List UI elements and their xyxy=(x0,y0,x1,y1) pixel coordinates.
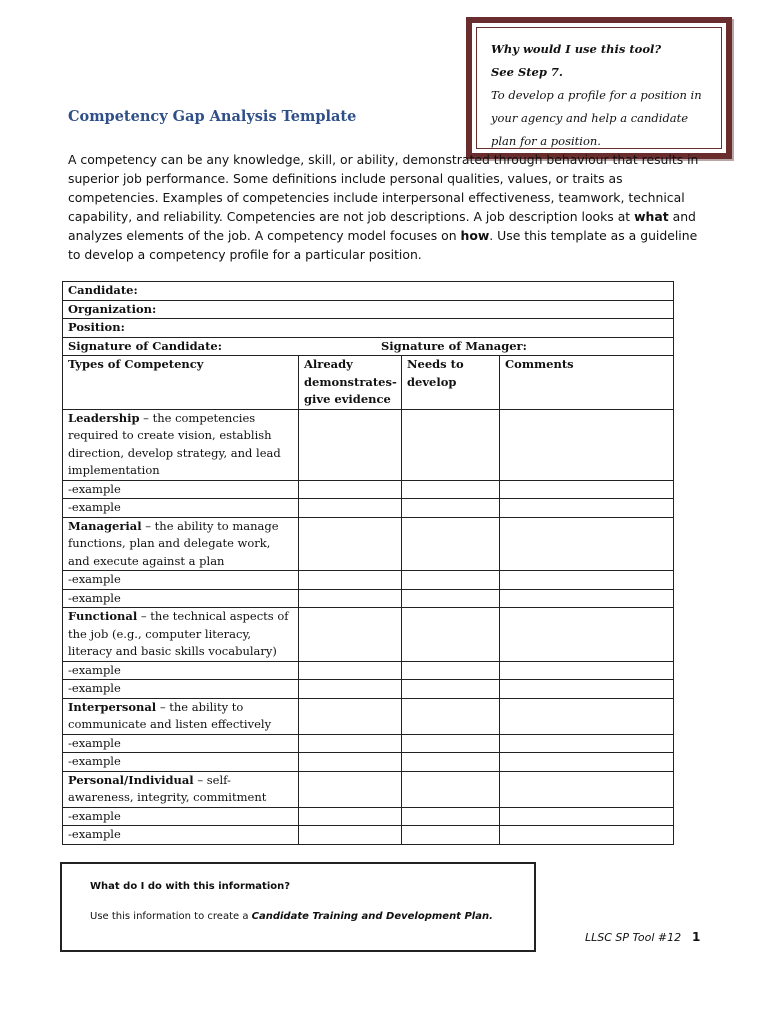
cell-comments[interactable] xyxy=(500,680,674,699)
intro-text-1: A competency can be any knowledge, skill, or ability, demonstrated through behaviour that results in superior job performance. Some definitions include personal qualities, values, or traits as competencies. Examples of competencies include interpersonal effectiveness, teamwork, technical capability, and reliability. Competencies are not job descriptions. A job description looks at xyxy=(68,152,699,224)
intro-text-2: and analyzes elements of the job. A competency model focuses on xyxy=(68,209,696,243)
cell-already[interactable] xyxy=(299,680,402,699)
cell-needs[interactable] xyxy=(402,771,500,807)
cell-needs[interactable] xyxy=(402,409,500,480)
cell-needs[interactable] xyxy=(402,608,500,662)
cell-needs[interactable] xyxy=(402,571,500,590)
example-row: -example xyxy=(63,571,299,590)
intro-emph-what: what xyxy=(634,209,669,224)
cell-comments[interactable] xyxy=(500,807,674,826)
cell-comments[interactable] xyxy=(500,608,674,662)
competency-name: Functional xyxy=(68,609,138,623)
signature-candidate-label: Signature of Candidate: xyxy=(68,338,222,353)
example-row: -example xyxy=(63,826,299,845)
example-row: -example xyxy=(63,680,299,699)
competency-functional xyxy=(63,608,299,662)
info-answer-emph: Candidate Training and Development Plan. xyxy=(251,911,493,922)
competency-managerial xyxy=(63,517,299,571)
cell-already[interactable] xyxy=(299,589,402,608)
info-question: What do I do with this information? xyxy=(90,881,291,892)
competency-desc: – the competencies required to create vision, establish direction, develop strategy, and lead implementation xyxy=(68,410,281,477)
cell-already[interactable] xyxy=(299,517,402,571)
page-number: 1 xyxy=(692,930,701,944)
cell-comments[interactable] xyxy=(500,589,674,608)
callout-content xyxy=(476,27,722,149)
example-row: -example xyxy=(63,807,299,826)
intro-text-3: . Use this template as a guideline to develop a competency profile for a particular position. xyxy=(68,228,698,262)
cell-needs[interactable] xyxy=(402,753,500,772)
cell-needs[interactable] xyxy=(402,680,500,699)
cell-comments[interactable] xyxy=(500,571,674,590)
competency-desc: – the ability to communicate and listen effectively xyxy=(68,699,272,731)
callout-box xyxy=(466,17,732,159)
cell-already[interactable] xyxy=(299,771,402,807)
candidate-field[interactable]: Candidate: xyxy=(63,282,674,301)
cell-needs[interactable] xyxy=(402,826,500,845)
example-row: -example xyxy=(63,589,299,608)
intro-emph-how: how xyxy=(460,228,490,243)
signature-row[interactable] xyxy=(63,337,674,356)
example-row: -example xyxy=(63,753,299,772)
competency-desc: – the technical aspects of the job (e.g., computer literacy, literacy and basic skills vocabulary) xyxy=(68,609,289,658)
example-row: -example xyxy=(63,499,299,518)
cell-already[interactable] xyxy=(299,499,402,518)
competency-interpersonal xyxy=(63,698,299,734)
cell-already[interactable] xyxy=(299,753,402,772)
cell-already[interactable] xyxy=(299,571,402,590)
signature-manager-label: Signature of Manager: xyxy=(381,338,527,353)
callout-body: To develop a profile for a position in your agency and help a candidate plan for a position. xyxy=(491,88,702,148)
competency-name: Interpersonal xyxy=(68,699,157,714)
header-needs: Needs to develop xyxy=(402,356,500,410)
header-types: Types of Competency xyxy=(63,356,299,410)
cell-already[interactable] xyxy=(299,608,402,662)
cell-already[interactable] xyxy=(299,661,402,680)
cell-needs[interactable] xyxy=(402,661,500,680)
cell-already[interactable] xyxy=(299,826,402,845)
cell-needs[interactable] xyxy=(402,698,500,734)
organization-field[interactable]: Organization: xyxy=(63,300,674,319)
callout-question: Why would I use this tool? xyxy=(491,42,662,56)
example-row: -example xyxy=(63,480,299,499)
cell-comments[interactable] xyxy=(500,517,674,571)
example-row: -example xyxy=(63,734,299,753)
cell-needs[interactable] xyxy=(402,734,500,753)
header-already: Already demonstrates- give evidence xyxy=(299,356,402,410)
competency-leadership xyxy=(63,409,299,480)
cell-comments[interactable] xyxy=(500,661,674,680)
cell-needs[interactable] xyxy=(402,517,500,571)
cell-comments[interactable] xyxy=(500,698,674,734)
competency-table xyxy=(62,281,674,845)
cell-needs[interactable] xyxy=(402,589,500,608)
competency-name: Personal/Individual xyxy=(68,772,194,787)
cell-needs[interactable] xyxy=(402,807,500,826)
intro-paragraph xyxy=(68,150,708,264)
info-answer-prefix: Use this information to create a xyxy=(90,911,252,922)
cell-comments[interactable] xyxy=(500,409,674,480)
info-answer xyxy=(90,911,493,922)
competency-name: Managerial xyxy=(68,518,142,533)
footer-tool-label: LLSC SP Tool #12 xyxy=(585,931,682,944)
cell-already[interactable] xyxy=(299,409,402,480)
position-field[interactable]: Position: xyxy=(63,319,674,338)
cell-already[interactable] xyxy=(299,480,402,499)
cell-comments[interactable] xyxy=(500,734,674,753)
cell-comments[interactable] xyxy=(500,480,674,499)
cell-needs[interactable] xyxy=(402,499,500,518)
cell-already[interactable] xyxy=(299,698,402,734)
cell-already[interactable] xyxy=(299,734,402,753)
callout-step: See Step 7. xyxy=(491,65,563,79)
cell-comments[interactable] xyxy=(500,826,674,845)
header-comments: Comments xyxy=(500,356,674,410)
cell-comments[interactable] xyxy=(500,753,674,772)
cell-already[interactable] xyxy=(299,807,402,826)
cell-needs[interactable] xyxy=(402,480,500,499)
competency-desc: – self-awareness, integrity, commitment xyxy=(68,772,267,804)
cell-comments[interactable] xyxy=(500,771,674,807)
competency-name: Leadership xyxy=(68,410,140,425)
cell-comments[interactable] xyxy=(500,499,674,518)
competency-desc: – the ability to manage functions, plan and delegate work, and execute against a plan xyxy=(68,518,279,568)
info-box xyxy=(60,862,536,952)
page-title: Competency Gap Analysis Template xyxy=(68,108,357,125)
competency-personal xyxy=(63,771,299,807)
example-row: -example xyxy=(63,661,299,680)
